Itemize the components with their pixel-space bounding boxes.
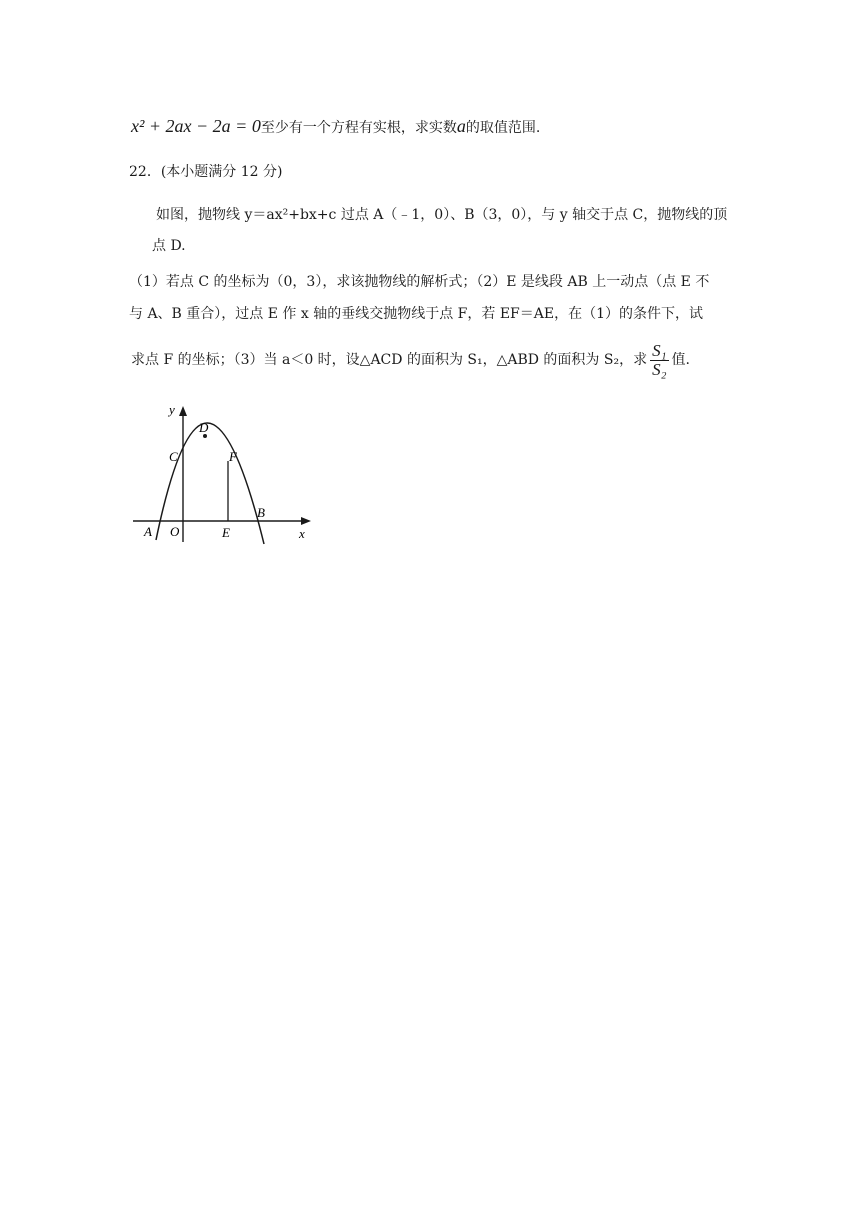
label-b: B [257, 505, 265, 520]
label-a: A [144, 524, 152, 539]
q22-heading: 22．(本小题满分 12 分) [129, 164, 283, 180]
q22-part-line3 [131, 340, 690, 380]
y-axis-arrow-icon [179, 406, 187, 416]
q22-intro-line2: 点 D. [152, 238, 186, 254]
label-o: O [170, 524, 180, 539]
q21-text: 至少有一个方程有实根，求实数 [260, 120, 457, 136]
x-axis-arrow-icon [301, 517, 311, 525]
q21-end: 的取值范围. [465, 120, 541, 136]
q22-intro-line1: 如图，抛物线 y＝ax²+bx+c 过点 A（﹣1，0）、B（3，0），与 y 轴交于点 C，抛物线的顶 [156, 207, 728, 223]
label-c: C [169, 449, 178, 464]
q22-part3-text: 求点 F 的坐标；（3）当 a＜0 时，设△ACD 的面积为 S₁，△ABD 的面积为 S₂，求 [131, 352, 648, 368]
q21-var: a [456, 116, 466, 136]
fraction-numerator: S₁ [652, 340, 667, 360]
q21-equation: x² + 2ax − 2a = 0 [131, 116, 261, 136]
q22-part3-end: 值. [671, 352, 690, 368]
fraction-denominator: S₂ [652, 359, 667, 379]
q22-part-line1: （1）若点 C 的坐标为（0，3），求该抛物线的解析式；（2）E 是线段 AB 上一动点（点 E 不 [129, 274, 710, 290]
label-d: D [199, 420, 209, 435]
q21-tail-line [131, 116, 540, 138]
parabola-figure [125, 398, 325, 548]
label-y: y [169, 402, 175, 417]
label-f: F [229, 449, 237, 464]
label-x: x [299, 526, 305, 541]
label-e: E [222, 525, 230, 540]
q22-part-line2: 与 A、B 重合），过点 E 作 x 轴的垂线交抛物线于点 F，若 EF＝AE，在（1）的条件下，试 [129, 306, 703, 322]
ratio-fraction [650, 342, 668, 379]
